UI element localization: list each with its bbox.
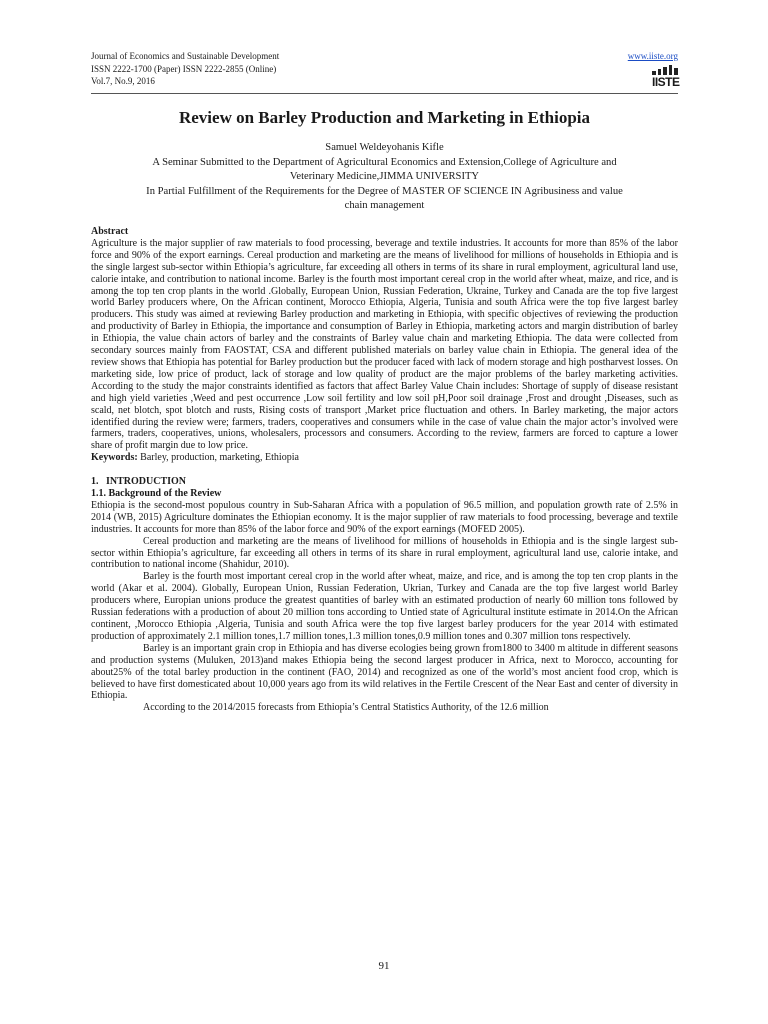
abstract-heading: Abstract <box>91 226 129 237</box>
paragraph-4: Barley is an important grain crop in Ethiopia and has diverse ecologies being grown from1800 to 3400 m altitude in different seasons and production systems (Muluken, 2013)and makes Ethiopia being the second largest producer in Africa, next to Morocco, accounting for about25% of the total barley production in the continent (FAO, 2014) and recognized as one of the world’s most ancient food crop, which is believed to have first domesticated about 10,000 years ago from its wild relatives in the Fertile Crescent of the Near East and center of diversity in Ethiopia. <box>91 642 678 702</box>
subsection-heading: 1.1. Background of the Review <box>91 488 222 500</box>
paragraph-5: According to the 2014/2015 forecasts from Ethiopia’s Central Statistics Authority, of the 12.6 million <box>143 702 549 714</box>
affiliation-line-2: Veterinary Medicine,JIMMA UNIVERSITY <box>289 171 480 183</box>
paragraph-3: Barley is the fourth most important cereal crop in the world after wheat, maize, and rice, and is among the top ten crop plants in the world (Akar et al. 2004). Globally, European Union, Russian Federation, Ukrian, Turkey and Canada are the top five largest world Barley producers where, Europian unions produce the greatest quantities of barley with an estimated production of nearly 60 million tons followed by Russian federations with a production of about 20 million tons according to Untied state of Agricultural institute estimate in 2014.On the African continent, ,Morocco Ethiopia ,Algeria, Tunisia and south Africa were the top five largest barley producers for the year 2014 with estimated production of approximately 2.1 million tones,1.7 million tones,1.3 million tones,0.9 million tones and 0.307 million tons respectively. <box>91 571 678 642</box>
abstract-text: Agriculture is the major supplier of raw materials to food processing, beverage and textile industries. It accounts for more than 85% of the labor force and 90% of the export earnings. Cereal production and marketing are the means of livelihood for millions of households in Ethiopia and is the single largest sub-sector within Ethiopia’s agriculture, far exceeding all others in terms of its share in rural employment, agricultural land use, calorie intake, and contribution to national income. Barley is the fourth most important cereal crop in the world after wheat, maize, and rice, and is among the top ten crop plants in the world .Globally, European Union, Russian Federation, Ukraine, Turkey and Canada are the top five largest world Barley producers where, On the African continent, Morocco Ethiopia, Algeria, Tunisia and south Africa were the top five largest barley producers. This study was aimed at reviewing Barley production and marketing in Ethiopia, with specific objectives of reviewing the production and productivity of Barley in Ethiopia, the importance and consumption of Barley in Ethiopia, marketing actors and margin distribution of barley in Ethiopia, the value chain actors of barley and the constraints of Barley value chain and marketing Ethiopia. The data were collected from secondary sources mainly from FAOSTAT, CSA and different published materials on barley value chain in Ethiopia. The general idea of the review shows that Ethiopia has potential for Barley production but the producer faced with lack of modern storage and high postharvest losses. On marketing side, low price of product, lack of storage and low quality of product are the major problems of the barley marketing activities. According to the study the major constraints identified as factors that affect Barley Value Chain includes: Shortage of supply of disease resistant and high yield varieties ,Weed and pest occurrence ,Low soil fertility and low soil pH,Poor soil drainage ,Frost and drought ,Diseases, such as scald, net blotch, spot blotch and rusts, Rising costs of transport ,Market price fluctuation and others. In Barley marketing, the major actors identified during the review were; farmers, traders, cooperatives and consumers while in the case of value chain the major actor’s involved were farmers, traders, cooperatives, unions, wholesalers, processors and consumers. According to the review, farmers are forced to capture a lower share of profit margin due to low price. <box>91 237 678 452</box>
section-heading: 1. INTRODUCTION <box>91 476 187 488</box>
journal-volume: Vol.7, No.9, 2016 <box>91 76 155 86</box>
journal-header <box>91 50 678 92</box>
journal-info <box>91 50 279 88</box>
header-divider <box>91 93 678 94</box>
affiliation-line-1: A Seminar Submitted to the Department of Agricultural Economics and Extension,College of Agriculture and <box>152 156 617 168</box>
keywords-line <box>91 452 678 464</box>
journal-name: Journal of Economics and Sustainable Development <box>91 51 280 61</box>
logo-text: IISTE <box>652 75 680 89</box>
logo-bars <box>652 65 678 75</box>
author-block <box>91 141 678 214</box>
keywords-label: Keywords: <box>91 452 138 464</box>
page-number: 91 <box>378 960 390 972</box>
journal-url-link[interactable]: www.iiste.org <box>627 51 678 61</box>
keywords-text: Barley, production, marketing, Ethiopia <box>137 452 299 464</box>
spacer <box>91 464 678 476</box>
author-name: Samuel Weldeyohanis Kifle <box>325 142 444 153</box>
iiste-logo <box>652 65 678 89</box>
purpose-line-2: chain management <box>344 200 425 212</box>
paragraph-1: Ethiopia is the second-most populous country in Sub-Saharan Africa with a population of 96.5 million, and population growth rate of 2.5% in 2014 (WB, 2015) Agriculture dominates the Ethiopian economy. It is the major supplier of raw materials to food processing, beverage and textile industries. It accounts for more than 85% of the labor force and 90% of the export earnings (MOFED 2005). <box>91 499 678 535</box>
paper-title: Review on Barley Production and Marketing in Ethiopia <box>178 108 590 127</box>
paper-body <box>91 226 678 714</box>
journal-issn: ISSN 2222-1700 (Paper) ISSN 2222-2855 (Online) <box>91 63 277 74</box>
purpose-line-1: In Partial Fulfillment of the Requirements for the Degree of MASTER OF SCIENCE IN Agribusiness and value <box>146 185 623 197</box>
paragraph-2: Cereal production and marketing are the means of livelihood for millions of households in Ethiopia and is the single largest sub-sector within Ethiopia’s agriculture, far exceeding all others in terms of its share in rural employment, agricultural land use, calorie intake, and contribution to national income (Shahidur, 2010). <box>91 535 678 571</box>
